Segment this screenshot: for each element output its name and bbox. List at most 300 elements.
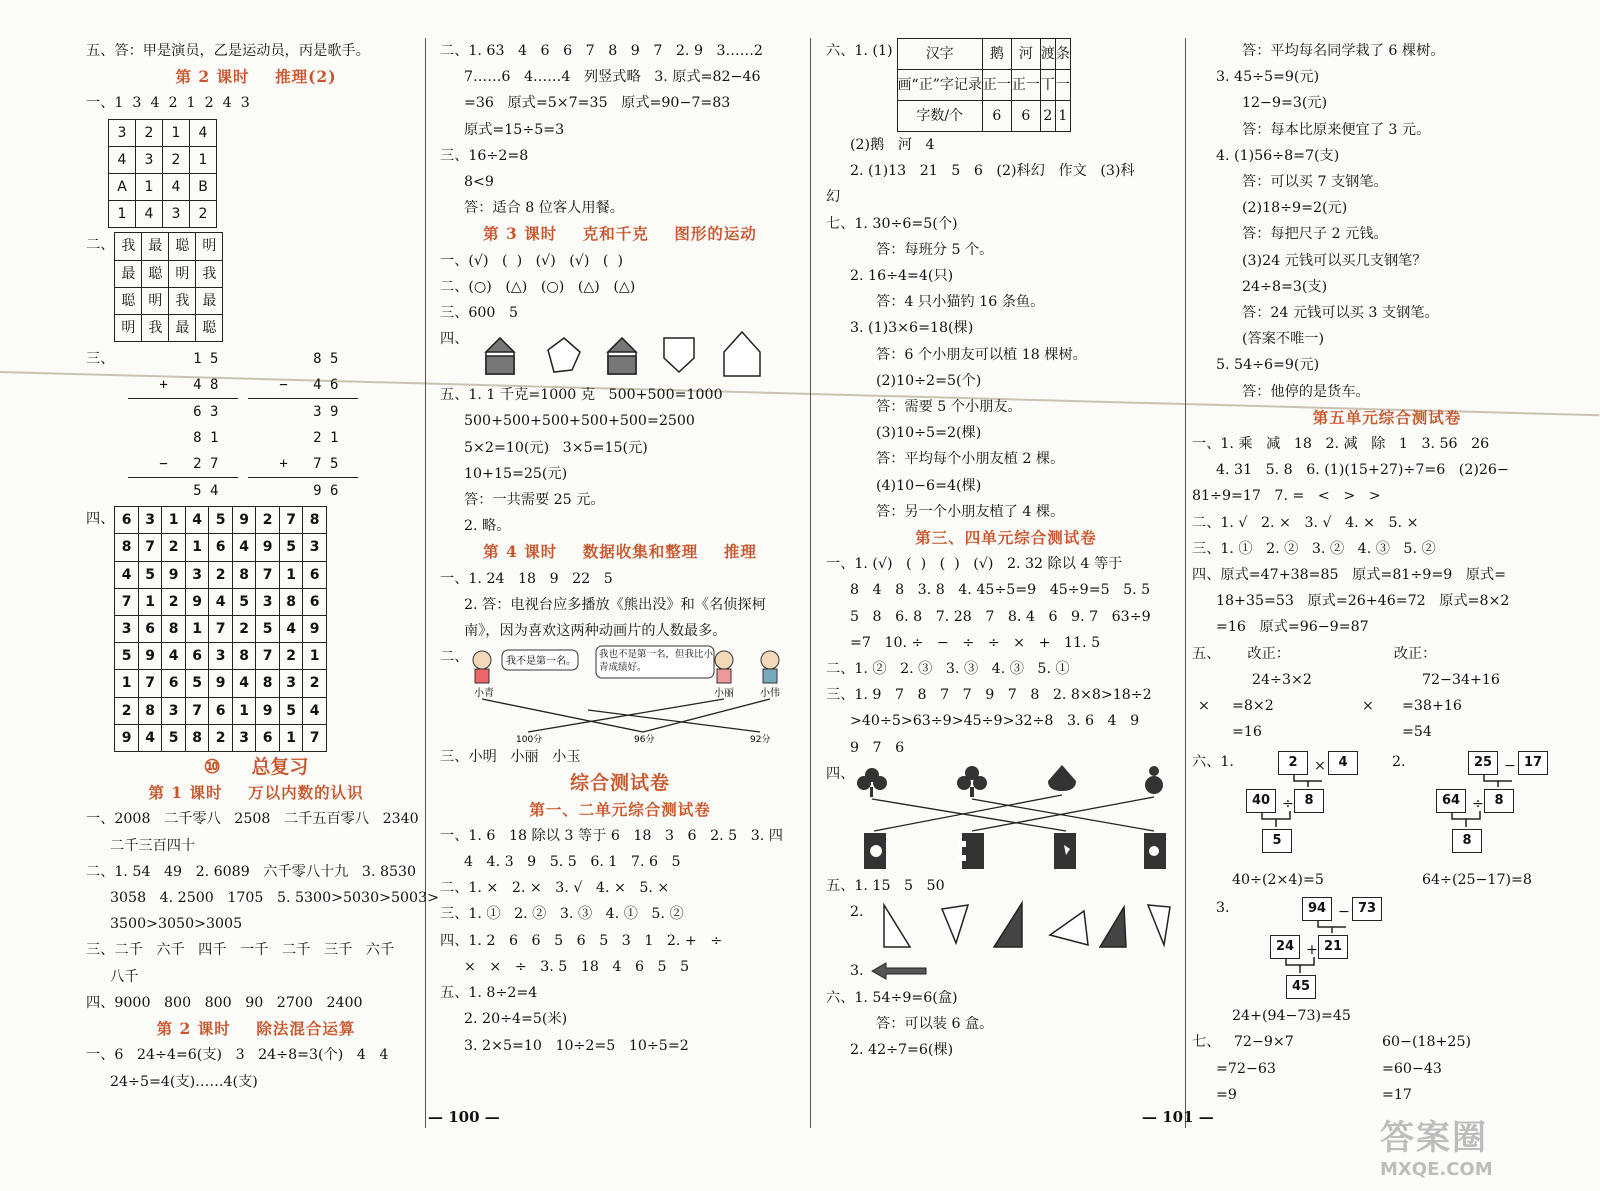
score-label: 96分 [634,735,655,745]
answer-line: >40÷5>63÷9>45÷9>32÷8 3. 6 4 9 [850,713,1140,730]
section-heading: 第 2 课时 除法混合运算 [156,1019,356,1039]
sudoku-cell: 9 [115,724,139,751]
correction-line: =54 [1402,724,1432,741]
sudoku-cell: 4 [209,588,233,615]
sudoku-cell: 5 [115,643,139,670]
answer-line: 2. 略。 [464,518,511,535]
answer-line: 三、600 5 [440,305,519,322]
answer-line: 3. 45÷5=9(元) [1216,69,1320,86]
sudoku-cell: 8 [256,670,280,697]
answer-line: =36 原式=5×7=35 原式=90−7=83 [464,95,731,112]
answer-column-2 [440,38,800,1059]
sudoku-cell: 6 [209,534,233,561]
answer-line: (答案不唯一) [1242,331,1325,348]
grid-cell: 我 [196,260,223,287]
tree-box: 2 [1278,751,1308,775]
table-cell: 正一 [982,70,1011,101]
table-cell: 一 [1055,70,1070,101]
sudoku-row [115,670,327,697]
child-figure-icon [475,669,489,683]
answer-line: 答：可以装 6 盒。 [876,1016,994,1033]
grid-cell: 聪 [115,287,142,314]
tree-result-box: 45 [1286,975,1316,999]
cutout-block-icon [1054,833,1076,869]
answer-line: 五、1. 15 5 50 [826,877,945,894]
grid-cell: 1 [163,119,190,146]
sudoku-cell: 3 [115,616,139,643]
logic-grid-4x4 [86,119,426,229]
sudoku-cell: 7 [185,697,209,724]
sudoku-cell: 5 [138,561,162,588]
shape-matching-figure [854,761,1184,871]
house-shape-shaded [486,338,514,374]
grid-cell: 2 [136,119,163,146]
sudoku-cell: 1 [185,534,209,561]
tree-box: 21 [1318,935,1348,959]
watermark-logo [1380,1110,1493,1180]
answer-line: 答：他停的是货车。 [1242,383,1370,400]
tree-result-box: 8 [1452,829,1482,853]
answer-line: 五、 改正： 改正： [1192,645,1437,662]
sudoku-cell: 9 [138,643,162,670]
sudoku-cell: 3 [209,643,233,670]
spade-leaf-icon [1048,765,1076,791]
grid-cell: 聪 [142,260,169,287]
answer-column-3 [826,38,1186,1064]
arrow-icon [870,961,930,981]
sudoku-cell: 7 [279,507,303,534]
sudoku-cell: 6 [115,507,139,534]
question-number: 四、 [86,511,115,528]
table-cell: 汉字 [897,39,982,70]
tally-table [897,38,1071,132]
child-figure-icon [473,651,491,669]
answer-line: 81÷9=17 7. = < > > [1192,488,1381,505]
wrong-mark: × [1362,698,1374,715]
answer-line: 2. (1)13 21 5 6 (2)科幻 作文 (3)科 [850,163,1135,180]
grid-cell: 最 [115,260,142,287]
sudoku-cell: 2 [162,588,186,615]
wrong-mark: × [1198,698,1210,715]
triangle-ruler-icon [1148,905,1170,945]
child-figure-icon [717,669,731,683]
tree-equation: 40÷(2×4)=5 [1232,872,1324,889]
tree-box: 4 [1328,751,1358,775]
kid-label: 小丽 [714,688,735,700]
kid-label: 小青 [474,688,495,700]
sudoku-row [115,507,327,534]
tree-operator: − [1504,758,1516,775]
table-cell: 河 [1011,39,1040,70]
answer-line: 10+15=25(元) [464,465,568,482]
answer-line: 二、1. × 2. × 3. √ 4. × 5. × [440,880,670,897]
answer-line: 8 4 8 3. 8 4. 45÷5=9 45÷9=5 5. 5 [850,582,1151,599]
grid-cell: 2 [190,201,217,228]
sudoku-cell: 8 [138,697,162,724]
grid-cell: B [190,174,217,201]
answer-line: 答：适合 8 位客人用餐。 [464,200,624,217]
grid-row [115,233,223,260]
section-heading: 第 4 课时 数据收集和整理 推理 [483,542,757,562]
answer-line: 一、1. (√) ( ) ( ) (√) 2. 32 除以 4 等于 [826,556,1123,573]
sudoku-cell: 9 [232,507,256,534]
answer-line: 四、9000 800 800 90 2700 2400 [86,994,363,1011]
answer-line: 五、1. 1 千克=1000 克 500+500=1000 [440,387,723,404]
sudoku-cell: 3 [185,561,209,588]
tree-box: 24 [1270,935,1300,959]
grid-cell: 4 [109,146,136,173]
sudoku-cell: 7 [256,561,280,588]
table-row [897,70,1070,101]
question-number: 二、 [440,649,469,666]
vertical-calc [128,425,238,504]
answer-line: (3)10÷5=2(棵) [876,425,982,442]
unit-title: 总复习 [251,756,309,779]
sudoku-cell: 6 [185,643,209,670]
word-grid [114,232,223,342]
sudoku-row [115,643,327,670]
table-cell: 1 [1055,101,1070,132]
sudoku-cell: 4 [303,697,327,724]
cutout-block-icon [962,833,984,869]
grid-cell: 最 [142,233,169,260]
answer-line: 一、1. 乘 减 18 2. 减 除 1 3. 56 26 [1192,436,1490,453]
table-cell: 鹅 [982,39,1011,70]
triangle-ruler-icon [942,905,968,943]
sudoku-cell: 5 [185,670,209,697]
answer-line: 四、1. 2 6 6 5 6 5 3 1 2. + ÷ [440,932,723,949]
grid-cell: 3 [136,146,163,173]
triangle-ruler-icon [1100,907,1126,947]
tree-box: 40 [1246,789,1276,813]
sudoku-cell: 7 [138,670,162,697]
grid-cell: 4 [163,174,190,201]
section-heading: 第 1 课时 万以内数的认识 [148,783,364,803]
answer-line: 答：平均每个小朋友植 2 棵。 [876,451,1065,468]
sudoku-row [115,561,327,588]
answer-line: 答：每把尺子 2 元钱。 [1242,226,1388,243]
answer-line: (4)10−6=4(棵) [876,477,982,494]
answer-line: (3)24 元钱可以买几支钢笔？ [1242,252,1427,269]
sudoku-cell: 1 [185,616,209,643]
calc-line: 60−(18+25) [1382,1034,1472,1051]
table-cell: 6 [982,101,1011,132]
sudoku-cell: 6 [256,724,280,751]
grid-cell: 明 [169,260,196,287]
large-house-shape [724,332,760,376]
answer-line: 南》，因为喜欢这两种动画片的人数最多。 [464,623,727,640]
tree-result-box: 5 [1262,829,1292,853]
answer-line: 一、2008 二千零八 2508 二千五百零八 2340 [86,811,419,828]
ranking-matching-figure [468,644,798,744]
speech-bubble-text: 我不是第一名。 [506,656,577,668]
tree-box: 73 [1352,897,1382,921]
triangle-ruler-icon [994,903,1022,947]
calc-line: =9 [1216,1086,1237,1103]
cutout-block-icon [864,833,886,869]
answer-line: 一、6 24÷4=6(支) 3 24÷8=3(个) 4 4 [86,1047,389,1064]
tree-box: 17 [1518,751,1548,775]
tree-operator: ÷ [1282,796,1294,813]
grid-cell: 3 [109,119,136,146]
correction-line: =38+16 [1402,698,1462,715]
inverted-house-shape [664,338,694,372]
grid-row [115,287,223,314]
table-cell: 正一 [1011,70,1040,101]
answer-line: 2. 答：电视台应多播放《熊出没》和《名侦探柯 [464,596,766,613]
rotated-house-shape [548,338,580,372]
sudoku-cell: 5 [232,588,256,615]
question-number: 六、1. [1192,754,1234,771]
child-figure-icon [715,651,733,669]
answer-line: 5×2=10(元) 3×5=15(元) [464,439,648,456]
triangle-ruler-icon [1050,911,1088,945]
child-figure-icon [761,651,779,669]
sudoku-cell: 1 [279,724,303,751]
matching-lines [872,795,1154,831]
sudoku-cell: 3 [256,588,280,615]
section-heading: 第 3 课时 克和千克 图形的运动 [483,224,757,244]
cutout-hole [958,855,966,861]
sudoku-cell: 1 [303,643,327,670]
answer-line: 答：6 个小朋友可以植 18 棵树。 [876,346,1087,363]
sudoku-cell: 9 [256,534,280,561]
sudoku-cell: 2 [209,724,233,751]
grid-cell: 明 [142,287,169,314]
answer-line: 原式=15÷5=3 [464,121,565,138]
sudoku-cell: 3 [303,534,327,561]
score-label: 100分 [516,735,543,745]
sudoku-cell: 6 [303,588,327,615]
question-number: 2. [1392,754,1406,771]
calc-line: =17 [1382,1086,1412,1103]
sudoku-cell: 7 [256,643,280,670]
sudoku-cell: 2 [303,670,327,697]
answer-line: 7……6 4……4 列竖式略 3. 原式=82−46 [464,69,761,86]
answer-line: 8<9 [464,174,494,191]
vertical-calc [128,346,238,425]
tree-operator: × [1314,758,1326,775]
sudoku-cell: 2 [279,643,303,670]
sudoku-cell: 2 [232,616,256,643]
calc-result: 6 3 [193,404,219,421]
answer-line: 500+500+500+500+500=2500 [464,413,695,430]
clover-icon [857,768,887,797]
grid-cell: 4 [190,119,217,146]
answer-line: 六、1. 54÷9=6(盒) [826,990,958,1007]
table-cell: 6 [1011,101,1040,132]
answer-line: 五、答：甲是演员，乙是运动员，丙是歌手。 [86,43,370,59]
grid-cell: 1 [190,146,217,173]
answer-line: 9 7 6 [850,739,905,756]
answer-line: 二千三百四十 [110,837,196,854]
section-heading: 第三、四单元综合测试卷 [915,528,1097,548]
sudoku-cell: 2 [256,507,280,534]
correction-line: =8×2 [1232,698,1274,715]
section-heading: 第 2 课时 推理(2) [175,67,337,87]
sudoku-cell: 3 [138,507,162,534]
table-row [897,39,1070,70]
answer-line: 四、原式=47+38=85 原式=81÷9=9 原式= [1192,567,1507,584]
grid-cell: 我 [142,315,169,342]
sudoku-cell: 1 [162,507,186,534]
tree-equation: 64÷(25−17)=8 [1422,872,1532,889]
answer-line: 答：可以买 7 支钢笔。 [1242,174,1388,191]
grid-cell: 1 [136,174,163,201]
watermark-url: MXQE.COM [1380,1159,1493,1180]
calc-tree [1422,749,1582,853]
answer-line: 五、1. 8÷2=4 [440,985,538,1002]
calc-operand: 1 5 [193,351,219,368]
answer-line: 5. 54÷6=9(元) [1216,357,1320,374]
calc-operand: 8 5 [313,351,339,368]
correction-line: 24÷3×2 [1252,671,1312,688]
calc-tree [1256,895,1416,999]
answer-line: 3. (1)3×6=18(棵) [850,320,974,337]
sudoku-cell: 8 [115,534,139,561]
sudoku-cell: 5 [162,724,186,751]
sudoku-cell: 8 [185,724,209,751]
sudoku-row [115,616,327,643]
sudoku-cell: 3 [279,670,303,697]
sudoku-cell: 5 [279,534,303,561]
question-number: 3. [850,962,864,979]
watermark-text: 答案圈 [1380,1118,1488,1158]
grid-cell: 明 [196,233,223,260]
sudoku-cell: 2 [209,561,233,588]
sudoku-cell: 3 [232,724,256,751]
question-number: 四、 [440,331,469,348]
sudoku-cell: 5 [279,697,303,724]
score-label: 92分 [750,735,771,745]
sudoku-row [115,724,327,751]
sudoku-cell: 7 [115,588,139,615]
grid-cell: 最 [196,287,223,314]
tree-box: 8 [1484,789,1514,813]
calc-operand: + 4 8 [128,372,238,399]
table-cell: 画“正”字记录 [897,70,982,101]
answer-line: (2)18÷9=2(元) [1242,200,1348,217]
sudoku-cell: 9 [185,588,209,615]
answer-line: 幻 [826,189,841,206]
page-number: — 101 — [1142,1108,1214,1126]
calc-operand: 8 1 [193,430,219,447]
answer-line: 4 4. 3 9 5. 5 6. 1 7. 6 5 [464,854,681,871]
grid-cell: 最 [169,315,196,342]
sudoku-cell: 8 [232,643,256,670]
tree-box: 8 [1294,789,1324,813]
answer-line: 一、1. 24 18 9 22 5 [440,570,613,587]
correction-line: =16 [1232,724,1262,741]
correction-line: 72−34+16 [1422,671,1500,688]
answer-line: 12−9=3(元) [1242,95,1328,112]
sudoku-cell: 4 [232,670,256,697]
section-heading-large: 综合测试卷 [569,772,670,795]
grid-cell: 1 [109,201,136,228]
triangle-rulers-figure [864,899,1174,953]
vertical-calc [248,425,358,504]
cutout-hole [1149,846,1159,856]
answer-column-1 [86,38,439,1095]
sudoku-cell: 9 [162,561,186,588]
tree-operator: ÷ [1472,796,1484,813]
answer-line: × × ÷ 3. 5 18 4 6 5 5 [464,958,690,975]
answer-line: 二、1. 54 49 2. 6089 六千零八十九 3. 8530 [86,863,417,880]
vertical-calc [248,346,358,425]
answer-line: (2)鹅 河 4 [850,137,935,153]
grid-row [109,201,217,228]
grid-row [109,174,217,201]
sudoku-cell: 8 [162,616,186,643]
calc-result: 9 6 [313,483,339,500]
question-number: 三、 [86,351,115,368]
question-number: 六、1. (1) [826,43,893,59]
matching-lines [482,699,770,732]
sudoku-cell: 8 [279,588,303,615]
unit-heading [86,754,426,780]
answer-line: 3058 4. 2500 1705 5. 5300>5030>5003> [110,890,439,907]
calc-operand: − 2 7 [128,451,238,478]
gourd-icon [1145,766,1163,794]
table-cell: 字数/个 [897,101,982,132]
answer-line: 三、1. 9 7 8 7 7 9 7 8 2. 8×8>18÷2 [826,687,1152,704]
grid-cell: 2 [163,146,190,173]
question-number: 二、 [86,237,115,254]
tree-box: 25 [1468,751,1498,775]
answer-line: (2)10÷2=5(个) [876,372,982,389]
grid-row [115,260,223,287]
grid-cell: 4 [136,201,163,228]
calc-operand: 2 1 [313,430,339,447]
grid-cell: A [109,174,136,201]
question-number: 3. [1216,900,1230,917]
answer-column-4 [1192,38,1582,1108]
child-figure-icon [763,669,777,683]
sudoku-cell: 7 [303,724,327,751]
sudoku-cell: 9 [256,697,280,724]
grid-cell: 我 [169,287,196,314]
grid-cell: 我 [115,233,142,260]
calc-operand: − 4 6 [248,372,358,399]
answer-line: 七、1. 30÷6=5(个) [826,215,958,232]
sudoku-cell: 4 [185,507,209,534]
answer-line: 三、1. ① 2. ② 3. ③ 4. ① 5. ② [440,906,684,923]
answer-line: 18+35=53 原式=26+46=72 原式=8×2 [1216,593,1510,610]
sudoku-cell: 2 [115,697,139,724]
sudoku-cell: 6 [138,616,162,643]
answer-line: 2. 20÷4=5(米) [464,1011,568,1028]
kid-label: 小伟 [760,688,781,700]
grid-cell: 聪 [169,233,196,260]
answer-line: 三、1. ① 2. ② 3. ② 4. ③ 5. ② [1192,540,1436,557]
answer-line: 八千 [110,968,139,985]
sudoku-row [115,534,327,561]
sudoku-cell: 8 [303,507,327,534]
sudoku-cell: 7 [138,534,162,561]
calc-operand: + 7 5 [248,451,358,478]
sudoku-cell: 1 [115,670,139,697]
sudoku-cell: 7 [209,616,233,643]
grid-cell: 聪 [196,315,223,342]
section-heading: 第一、二单元综合测试卷 [529,799,711,819]
answer-line: 答：4 只小猫钓 16 条鱼。 [876,294,1045,311]
table-row [897,101,1070,132]
triangle-ruler-icon [884,905,910,947]
sudoku-cell: 1 [279,561,303,588]
question-number: 2. [850,904,864,921]
answer-line: 2. 42÷7=6(棵) [850,1042,954,1059]
answer-line: 一、1. 6 18 除以 3 等于 6 18 3 6 2. 5 3. 四 [440,827,783,844]
